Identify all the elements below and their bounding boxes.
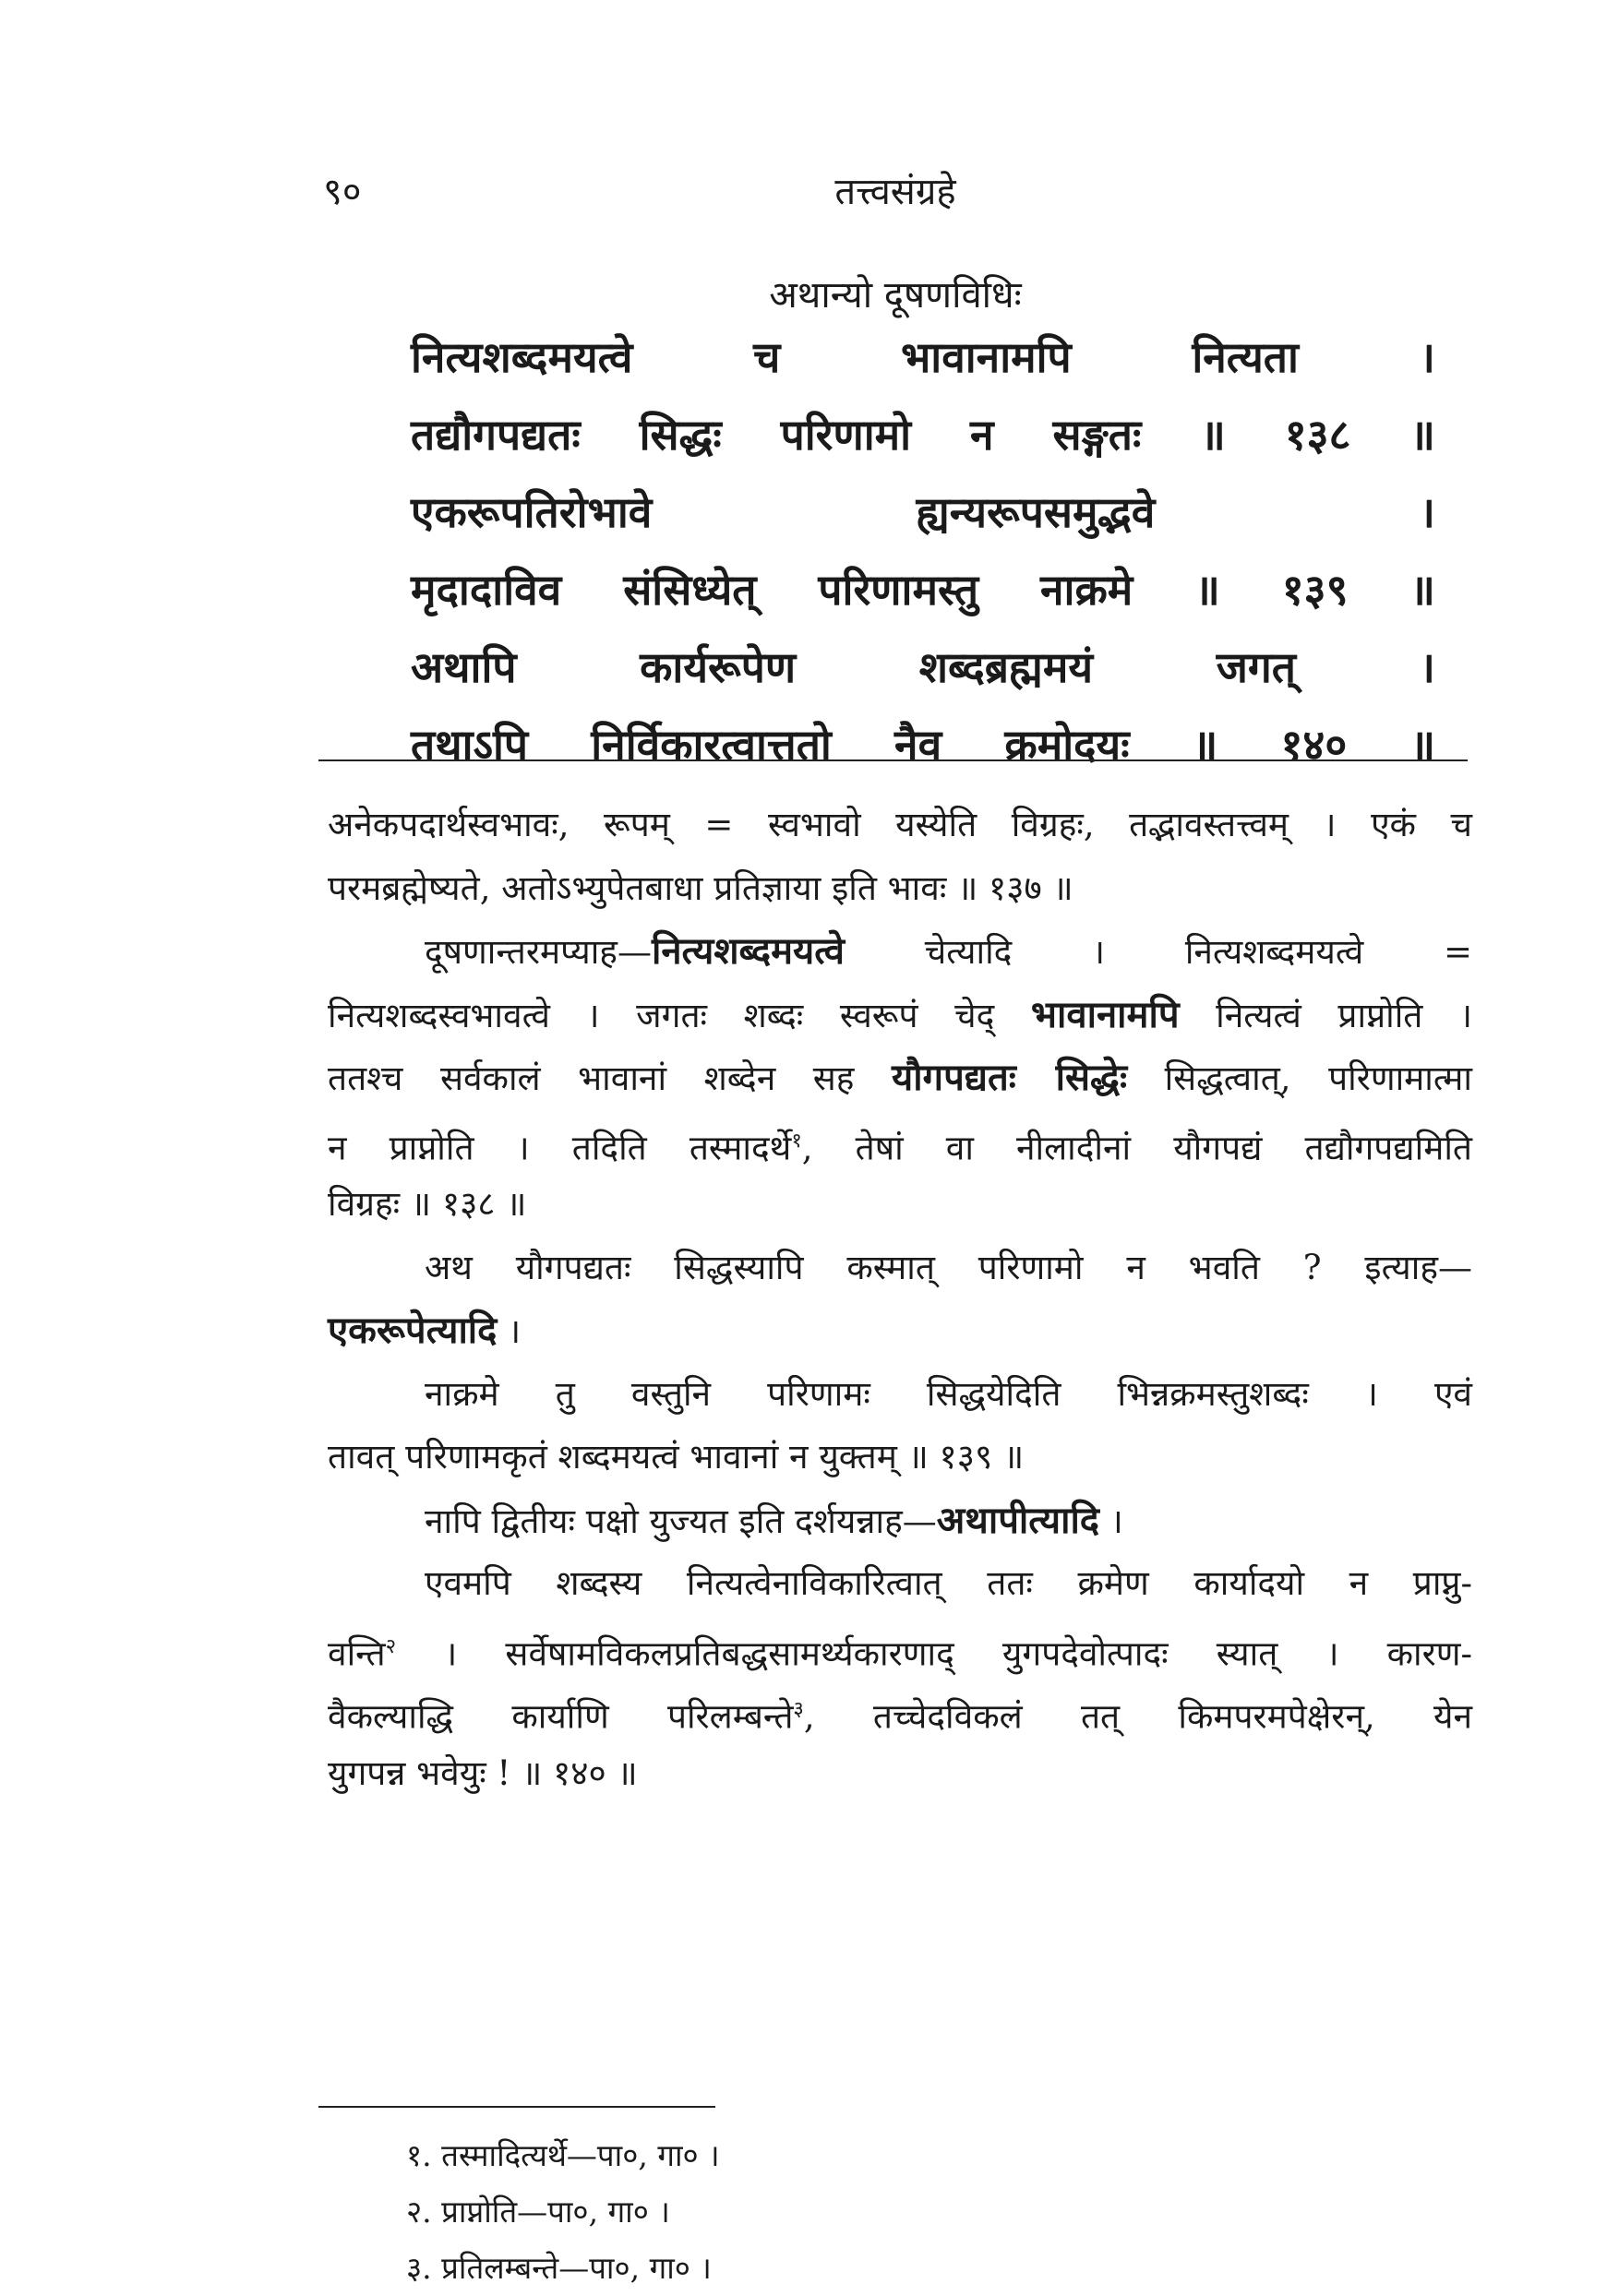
commentary-text: नित्यत्वं प्राप्नोति । bbox=[1179, 995, 1473, 1035]
commentary-text: नित्यशब्दस्वभावत्वे । जगतः शब्दः स्वरूपं चेद् bbox=[328, 995, 1031, 1035]
running-title: तत्त्वसंग्रहे bbox=[834, 171, 956, 213]
commentary-text: नाक्रमे तु वस्तुनि परिणामः सिद्धयेदिति भिन्नक्रमस्तुशब्दः । एवं bbox=[425, 1373, 1472, 1414]
commentary-line bbox=[328, 857, 1472, 921]
commentary-text: सिद्धत्वात्, परिणामात्मा bbox=[1127, 1058, 1472, 1098]
commentary-line bbox=[328, 1173, 1472, 1237]
footnote-divider-rule bbox=[318, 2106, 715, 2108]
verse-divider-rule bbox=[318, 759, 1468, 761]
commentary-line bbox=[328, 1616, 1472, 1680]
commentary-text: नापि द्वितीयः पक्षो युज्यत इति दर्शयन्नाह— bbox=[425, 1501, 937, 1541]
commentary-line bbox=[328, 984, 1472, 1047]
commentary-text: चेत्यादि । नित्यशब्दमयत्वे = bbox=[845, 932, 1472, 972]
commentary-line bbox=[328, 1679, 1472, 1742]
page-number: ९० bbox=[323, 171, 362, 213]
commentary-text: वैकल्याद्धि कार्याणि परिलम्बन्ते bbox=[328, 1696, 794, 1737]
commentary-line bbox=[328, 1742, 1472, 1806]
commentary-text: । सर्वेषामविकलप्रतिबद्धसामर्थ्यकारणाद् युगपदेवोत्पादः स्यात् । कारण- bbox=[396, 1632, 1472, 1673]
commentary-text: अनेकपदार्थस्वभावः, रूपम् = स्वभावो यस्येति विग्रहः, तद्भावस्तत्त्वम् । एकं च bbox=[328, 805, 1472, 844]
verse-line: अथापि कार्यरूपेण शब्दब्रह्ममयं जगत् । bbox=[411, 642, 1435, 692]
verse-line: एकरूपतिरोभावे ह्यन्यरूपसमुद्भवे । bbox=[411, 487, 1435, 537]
footnote-ref: ३ bbox=[793, 1698, 804, 1721]
running-header bbox=[314, 155, 1477, 213]
commentary-lemma: एकरूपेत्यादि bbox=[328, 1309, 498, 1352]
commentary-block bbox=[328, 794, 1472, 1805]
commentary-line bbox=[328, 1299, 1472, 1363]
verse-line: तद्यौगपद्यतः सिद्धः परिणामो न सङ्गतः ॥ १३८ ॥ bbox=[411, 410, 1435, 460]
commentary-text: परमब्रह्मेष्यते, अतोऽभ्युपेतबाधा प्रतिज्ञाया इति भावः ॥ १३७ ॥ bbox=[328, 867, 1073, 908]
commentary-text: विग्रहः ॥ १३८ ॥ bbox=[328, 1184, 527, 1224]
commentary-lemma: अथापीत्यादि bbox=[936, 1498, 1100, 1542]
commentary-line bbox=[328, 1489, 1472, 1553]
verse-line: नित्यशब्दमयत्वे च भावानामपि नित्यता । bbox=[411, 332, 1435, 382]
footnote: २. प्राप्नोति—पा०, गा० । bbox=[406, 2194, 670, 2230]
commentary-text: ततश्च सर्वकालं भावानां शब्देन सह bbox=[328, 1058, 892, 1098]
commentary-line bbox=[328, 920, 1472, 984]
footnote: ३. प्रतिलम्बन्ते—पा०, गा० । bbox=[406, 2250, 712, 2286]
commentary-text: दूषणान्तरमप्याह— bbox=[425, 932, 652, 972]
commentary-line bbox=[328, 1110, 1472, 1174]
footnote-ref: १ bbox=[791, 1129, 802, 1153]
verse-line: तथाऽपि निर्विकारत्वात्ततो नैव क्रमोदयः ॥ १४० ॥ bbox=[411, 720, 1435, 770]
commentary-line bbox=[328, 1552, 1472, 1616]
commentary-text: न प्राप्नोति । तदिति तस्मादर्थे bbox=[328, 1127, 792, 1167]
commentary-lemma: भावानामपि bbox=[1030, 992, 1180, 1036]
commentary-text: तावत् परिणामकृतं शब्दमयत्वं भावानां न युक्तम् ॥ १३९ ॥ bbox=[328, 1437, 1025, 1477]
commentary-text: , तच्चेदविकलं तत् किमपरमपेक्षेरन्, येन bbox=[803, 1696, 1472, 1737]
footnotes bbox=[406, 2127, 1237, 2296]
verse-line: मृदादाविव संसिध्येत् परिणामस्तु नाक्रमे ॥ १३९ ॥ bbox=[411, 565, 1435, 615]
commentary-text: । bbox=[1099, 1501, 1123, 1541]
commentary-text: एवमपि शब्दस्य नित्यत्वेनाविकारित्वात् ततः क्रमेण कार्यादयो न प्राप्नु- bbox=[425, 1563, 1472, 1603]
commentary-text: अथ यौगपद्यतः सिद्धस्यापि कस्मात् परिणामो न भवति ? इत्याह— bbox=[425, 1247, 1472, 1287]
footnote: १. तस्मादित्यर्थे—पा०, गा० । bbox=[406, 2137, 720, 2173]
commentary-lemma: यौगपद्यतः सिद्धेः bbox=[892, 1056, 1128, 1099]
commentary-line bbox=[328, 1237, 1472, 1300]
commentary-text: , तेषां वा नीलादीनां यौगपद्यं तद्यौगपद्यमिति bbox=[801, 1127, 1473, 1167]
commentary-lemma: नित्यशब्दमयत्वे bbox=[651, 929, 845, 973]
commentary-line bbox=[328, 794, 1472, 857]
commentary-line bbox=[328, 1046, 1472, 1110]
verse-block bbox=[411, 318, 1435, 783]
commentary-text: युगपन्न भवेयुः ! ॥ १४० ॥ bbox=[328, 1752, 638, 1793]
commentary-line bbox=[328, 1426, 1472, 1489]
commentary-text: । bbox=[497, 1311, 522, 1351]
verse-heading: अथान्यो दूषणविधिः bbox=[769, 274, 1022, 317]
commentary-text: वन्ति bbox=[328, 1632, 386, 1673]
footnote-ref: २ bbox=[385, 1634, 397, 1658]
commentary-line bbox=[328, 1363, 1472, 1427]
